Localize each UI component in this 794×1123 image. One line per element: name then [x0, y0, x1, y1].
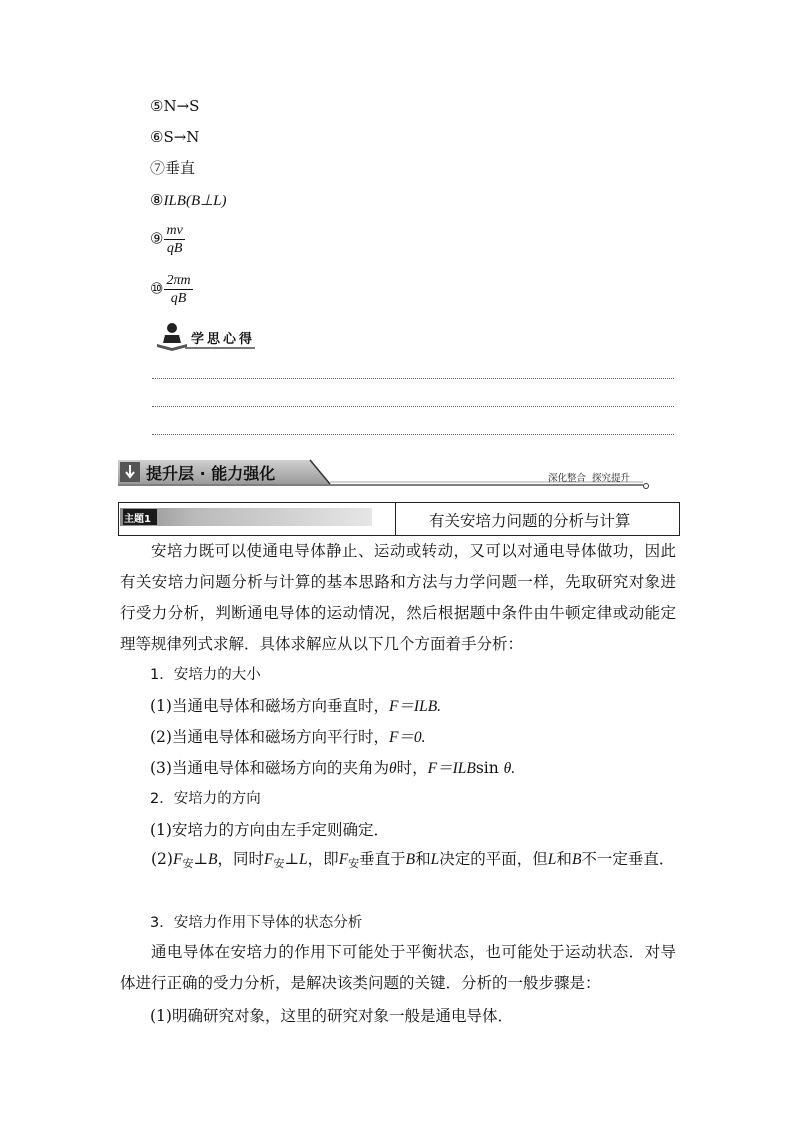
heading-ampere-direction: 2．安培力的方向 — [150, 791, 261, 807]
study-notes-badge — [155, 322, 255, 352]
state-analysis-paragraph: 通电导体在安培力的作用下可能处于平衡状态，也可能处于运动状态．对导体进行正确的受力分析，是解决该类问题的关键．分析的一般步骤是： — [120, 943, 676, 992]
reading-person-icon — [155, 322, 189, 352]
section-title: 提升层 · 能力强化 — [146, 464, 276, 483]
note-line — [152, 434, 674, 435]
section-banner — [118, 458, 650, 490]
badge-underline — [185, 347, 255, 349]
answer-8: ⑧ILB(B⊥L) — [150, 191, 227, 209]
answer-9: ⑨ $\frac{mv}{qB}$ — [150, 223, 183, 256]
topic-tag: 主题1 — [124, 514, 151, 525]
magnitude-angle: (3)当通电导体和磁场方向的夹角为θ时，F＝ILBsin θ. — [150, 759, 516, 777]
direction-left-hand-rule: (1)安培力的方向由左手定则确定． — [150, 821, 389, 839]
section-subtitle: 深化整合 探究提升 — [548, 473, 631, 484]
note-line — [152, 378, 674, 379]
topic-title: 有关安培力问题的分析与计算 — [429, 512, 631, 530]
topic-divider — [395, 503, 396, 535]
answer-5: ⑤N→S — [150, 97, 200, 115]
intro-paragraph: 安培力既可以使通电导体静止、运动或转动，又可以对通电导体做功，因此有关安培力问题分析与计算的基本思路和方法与力学问题一样，先取研究对象进行受力分析，判断通电导体的运动情况，然后根据题中条件由牛顿定律或动能定理等规律列式求解．具体求解应从以下几个方面着手分析： — [120, 542, 676, 653]
heading-ampere-magnitude: 1．安培力的大小 — [150, 667, 261, 683]
topic-box — [118, 502, 680, 536]
topic-tag-bar — [120, 508, 372, 526]
answer-6: ⑥S→N — [150, 128, 200, 146]
answer-8-formula: ILB(B⊥L) — [163, 193, 227, 209]
answer-7: ⑦垂直 — [150, 159, 196, 177]
down-arrow-icon — [120, 462, 140, 482]
direction-perpendicular-relation: $(2)F_安\perp B$，同时$F_安\perp L$，即$F_安$垂直于B和L决定的平面，但L和B不一定垂直． — [151, 850, 675, 870]
magnitude-perpendicular: (1)当通电导体和磁场方向垂直时，F＝ILB. — [150, 697, 442, 715]
step-1: (1)明确研究对象，这里的研究对象一般是通电导体． — [150, 1007, 513, 1025]
fraction-2pim-qb: $\frac{2\pi m}{qB}$ — [166, 273, 191, 306]
fraction-mv-qb: $\frac{mv}{qB}$ — [166, 223, 183, 256]
answer-10: ⑩ $\frac{2\pi m}{qB}$ — [150, 273, 191, 306]
magnitude-parallel: (2)当通电导体和磁场方向平行时，F＝0. — [150, 728, 426, 746]
study-notes-label: 学思心得 — [191, 332, 256, 347]
note-line — [152, 406, 674, 407]
heading-state-analysis: 3．安培力作用下导体的状态分析 — [150, 915, 363, 931]
